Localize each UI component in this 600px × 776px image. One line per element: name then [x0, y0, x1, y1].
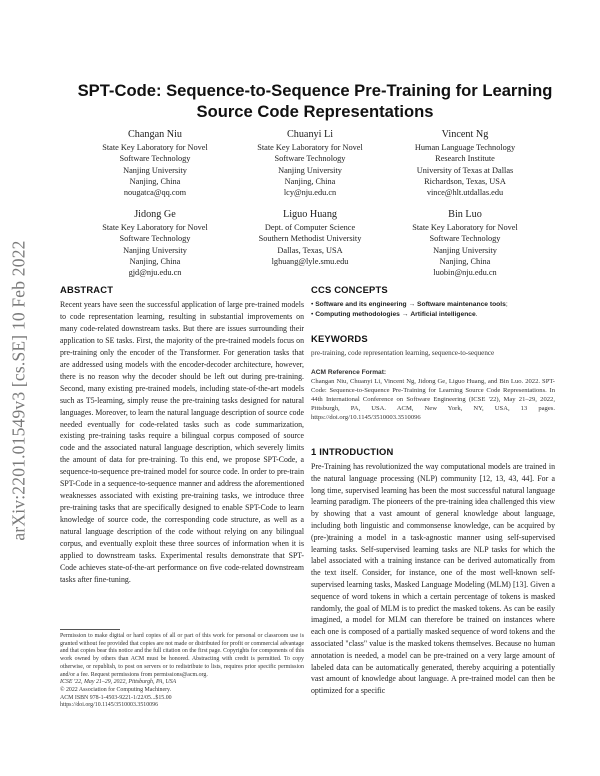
ccs-concept — [311, 310, 555, 320]
keywords-section — [311, 333, 555, 358]
copyright-line: © 2022 Association for Computing Machinery. — [60, 686, 172, 693]
ccs-section — [311, 284, 555, 319]
author-affiliation: Nanjing University — [123, 165, 187, 175]
author-affiliation: Dallas, Texas, USA — [277, 245, 343, 255]
ccs-bullet: • — [311, 301, 314, 308]
introduction-section — [311, 446, 555, 697]
author-affiliation: Nanjing, China — [439, 256, 491, 266]
author-affiliation: State Key Laboratory for Novel — [102, 143, 208, 152]
author-name: Liguo Huang — [282, 209, 338, 220]
author-affiliation: Software Technology — [274, 154, 346, 164]
author-email: vince@hlt.utdallas.edu — [426, 188, 504, 198]
author-email: nougatca@qq.com — [123, 188, 187, 198]
author-name: Bin Luo — [448, 209, 482, 220]
ccs-concept-a: Computing methodologies — [315, 310, 400, 318]
permission-notice: Permission to make digital or hard copies of all or part of this work for personal or classroom use is granted without fee provided that copies are not made or distributed for profit or commercial advantage and that copies bear this notice and the full citation on the first page. Copyrights for components of this work owned by others than ACM must be honored. Abstracting with credit is permitted. To copy otherwise, or republish, to post on servers or to redistribute to lists, requires prior specific permission and/or a fee. Request permissions from permissions@acm.org. — [60, 633, 304, 678]
author-email: luobin@nju.edu.cn — [433, 268, 497, 278]
author-name: Changan Niu — [127, 129, 183, 140]
author-affiliation: Software Technology — [429, 234, 501, 244]
ccs-arrow: → — [401, 310, 409, 318]
author-name: Chuanyi Li — [286, 129, 334, 140]
author-affiliation: Southern Methodist University — [258, 234, 362, 244]
author-email: gjd@nju.edu.cn — [128, 268, 182, 278]
ccs-heading: CCS CONCEPTS — [311, 284, 388, 295]
author-affiliation: Human Language Technology — [414, 143, 516, 152]
author-name: Vincent Ng — [441, 129, 489, 140]
author-block — [230, 128, 390, 198]
reference-format-section — [311, 368, 555, 423]
author-block — [385, 208, 545, 278]
ccs-concept-b: Software maintenance tools — [417, 301, 506, 308]
author-affiliation: University of Texas at Dallas — [416, 165, 514, 175]
author-email: lghuang@lyle.smu.edu — [271, 256, 349, 266]
footnote-rule — [60, 629, 120, 630]
author-name: Jidong Ge — [134, 209, 176, 220]
author-block — [75, 128, 235, 198]
author-affiliation: Nanjing University — [278, 165, 342, 175]
author-affiliation: Research Institute — [435, 154, 495, 164]
author-block — [230, 208, 390, 267]
author-email: lcy@nju.edu.cn — [283, 188, 337, 198]
ccs-concept-a: Software and its engineering — [315, 301, 407, 308]
conference-line: ICSE '22, May 21–29, 2022, Pittsburgh, PA, USA — [60, 679, 177, 686]
author-affiliation: Nanjing University — [433, 245, 497, 255]
author-affiliation: Nanjing, China — [129, 256, 181, 266]
author-affiliation: State Key Laboratory for Novel — [257, 143, 363, 152]
keywords-heading: KEYWORDS — [311, 333, 368, 344]
abstract-text: Recent years have seen the successful application of large pre-trained models to code representation learning, resulting in substantial improvements on many code-related downstream tasks. But there are issues surrounding their application to SE tasks. First, the majority of the pre-trained models focus on pre-training only the encoder of the Transformer. For generation tasks that are addressed using models with the encoder-decoder architecture, however, there is no reason why the decoder should be left out during pre-training. Second, many existing pre-trained models, including state-of-the-art models such as T5-learning, simply reuse the pre-training tasks designed for natural languages. Moreover, to learn the natural language description of source code needed eventually for code-related tasks such as code summarization, existing pre-training tasks require a bilingual corpus composed of source code and the associated natural language description, which severely limits the amount of data for pre-training. To this end, we propose SPT-Code, a sequence-to-sequence pre-trained model for source code. In order to pre-train SPT-Code in a sequence-to-sequence manner and address the aforementioned weaknesses associated with existing pre-training tasks, we introduce three pre-training tasks that are specifically designed to enable SPT-Code to learn knowledge of source code, the corresponding code structure, as well as a natural language description of the code without relying on any bilingual corpus, and eventually exploit these three sources of information when it is applied to downstream tasks. Experimental results demonstrate that SPT-Code achieves state-of-the-art performance on five code-related downstream tasks after fine-tuning. — [60, 300, 304, 584]
ccs-concept — [311, 300, 555, 310]
reference-format-text: Changan Niu, Chuanyi Li, Vincent Ng, Jidong Ge, Liguo Huang, and Bin Luo. 2022. SPT-Code: Sequence-to-Sequence Pre-Training for Learning Source Code Representations. In 44th International Conference on Software Engineering (ICSE '22), May 21–29, 2022, Pittsburgh, PA, USA. ACM, New York, NY, USA, 13 pages. https://doi.org/10.1145/3510003.3510096 — [311, 378, 555, 422]
permission-block — [60, 633, 304, 710]
author-block — [385, 128, 545, 198]
isbn-line: ACM ISBN 978-1-4503-9221-1/22/05...$15.00 — [60, 694, 172, 701]
reference-format-heading: ACM Reference Format: — [311, 369, 387, 376]
author-affiliation: Richardson, Texas, USA — [424, 176, 506, 186]
ccs-punct: ; — [505, 301, 508, 308]
author-affiliation: State Key Laboratory for Novel — [412, 223, 518, 232]
author-affiliation: Nanjing, China — [284, 176, 336, 186]
ccs-punct: . — [475, 310, 478, 318]
author-affiliation: Software Technology — [119, 154, 191, 164]
author-affiliation: Nanjing, China — [129, 176, 181, 186]
doi-line[interactable]: https://doi.org/10.1145/3510003.3510096 — [60, 702, 159, 709]
author-affiliation: Dept. of Computer Science — [264, 223, 356, 232]
keywords-text: pre-training, code representation learning, sequence-to-sequence — [311, 349, 495, 357]
paper-title: SPT-Code: Sequence-to-Sequence Pre-Training for Learning Source Code Representations — [77, 81, 553, 121]
ccs-bullet: • — [311, 310, 314, 318]
abstract-heading: ABSTRACT — [60, 284, 114, 295]
ccs-concept-b: Artificial intelligence — [410, 310, 476, 318]
author-affiliation: State Key Laboratory for Novel — [102, 223, 208, 232]
author-affiliation: Nanjing University — [123, 245, 187, 255]
author-affiliation: Software Technology — [119, 234, 191, 244]
introduction-text: Pre-Training has revolutionized the way computational models are trained in the natural language processing (NLP) community [12, 13, 43, 44]. For a long time, supervised learning has been the most successful natural language learning paradigm. The pioneers of the pre-training idea challenged this view by showing that a vast amount of general knowledge about language, including both linguistic and commonsense knowledge, can be acquired by (pre-)training a model in a task-agnostic manner using self-supervised learning tasks. Self-supervised learning tasks are NLP tasks for which the label associated with a training instance can be derived automatically from the text itself. Consider, for instance, one of the most well-known self-supervised learning tasks, Masked Language Modeling (MLM) [13]. Given a sequence of word tokens in which a certain percentage of tokens is masked randomly, the goal of MLM is to predict the masked tokens. As can be easily imagined, a model for MLM can therefore be trained on instances where each one is composed of a partially masked sequence of word tokens and the associated "class" value is the masked tokens themselves. Because no human annotation is needed, a model can be pre-trained on a very large amount of labeled data can be automatically generated, thereby acquiring a potentially vast amount of knowledge about language. A pre-trained model can then be optimized for a specific — [311, 462, 555, 696]
introduction-heading: 1 INTRODUCTION — [311, 446, 394, 457]
abstract-section — [60, 284, 304, 586]
arxiv-identifier — [4, 130, 34, 650]
arxiv-identifier-text: arXiv:2201.01549v3 [cs.SE] 10 Feb 2022 — [8, 239, 29, 541]
author-block — [75, 208, 235, 278]
ccs-arrow: → — [408, 301, 416, 308]
